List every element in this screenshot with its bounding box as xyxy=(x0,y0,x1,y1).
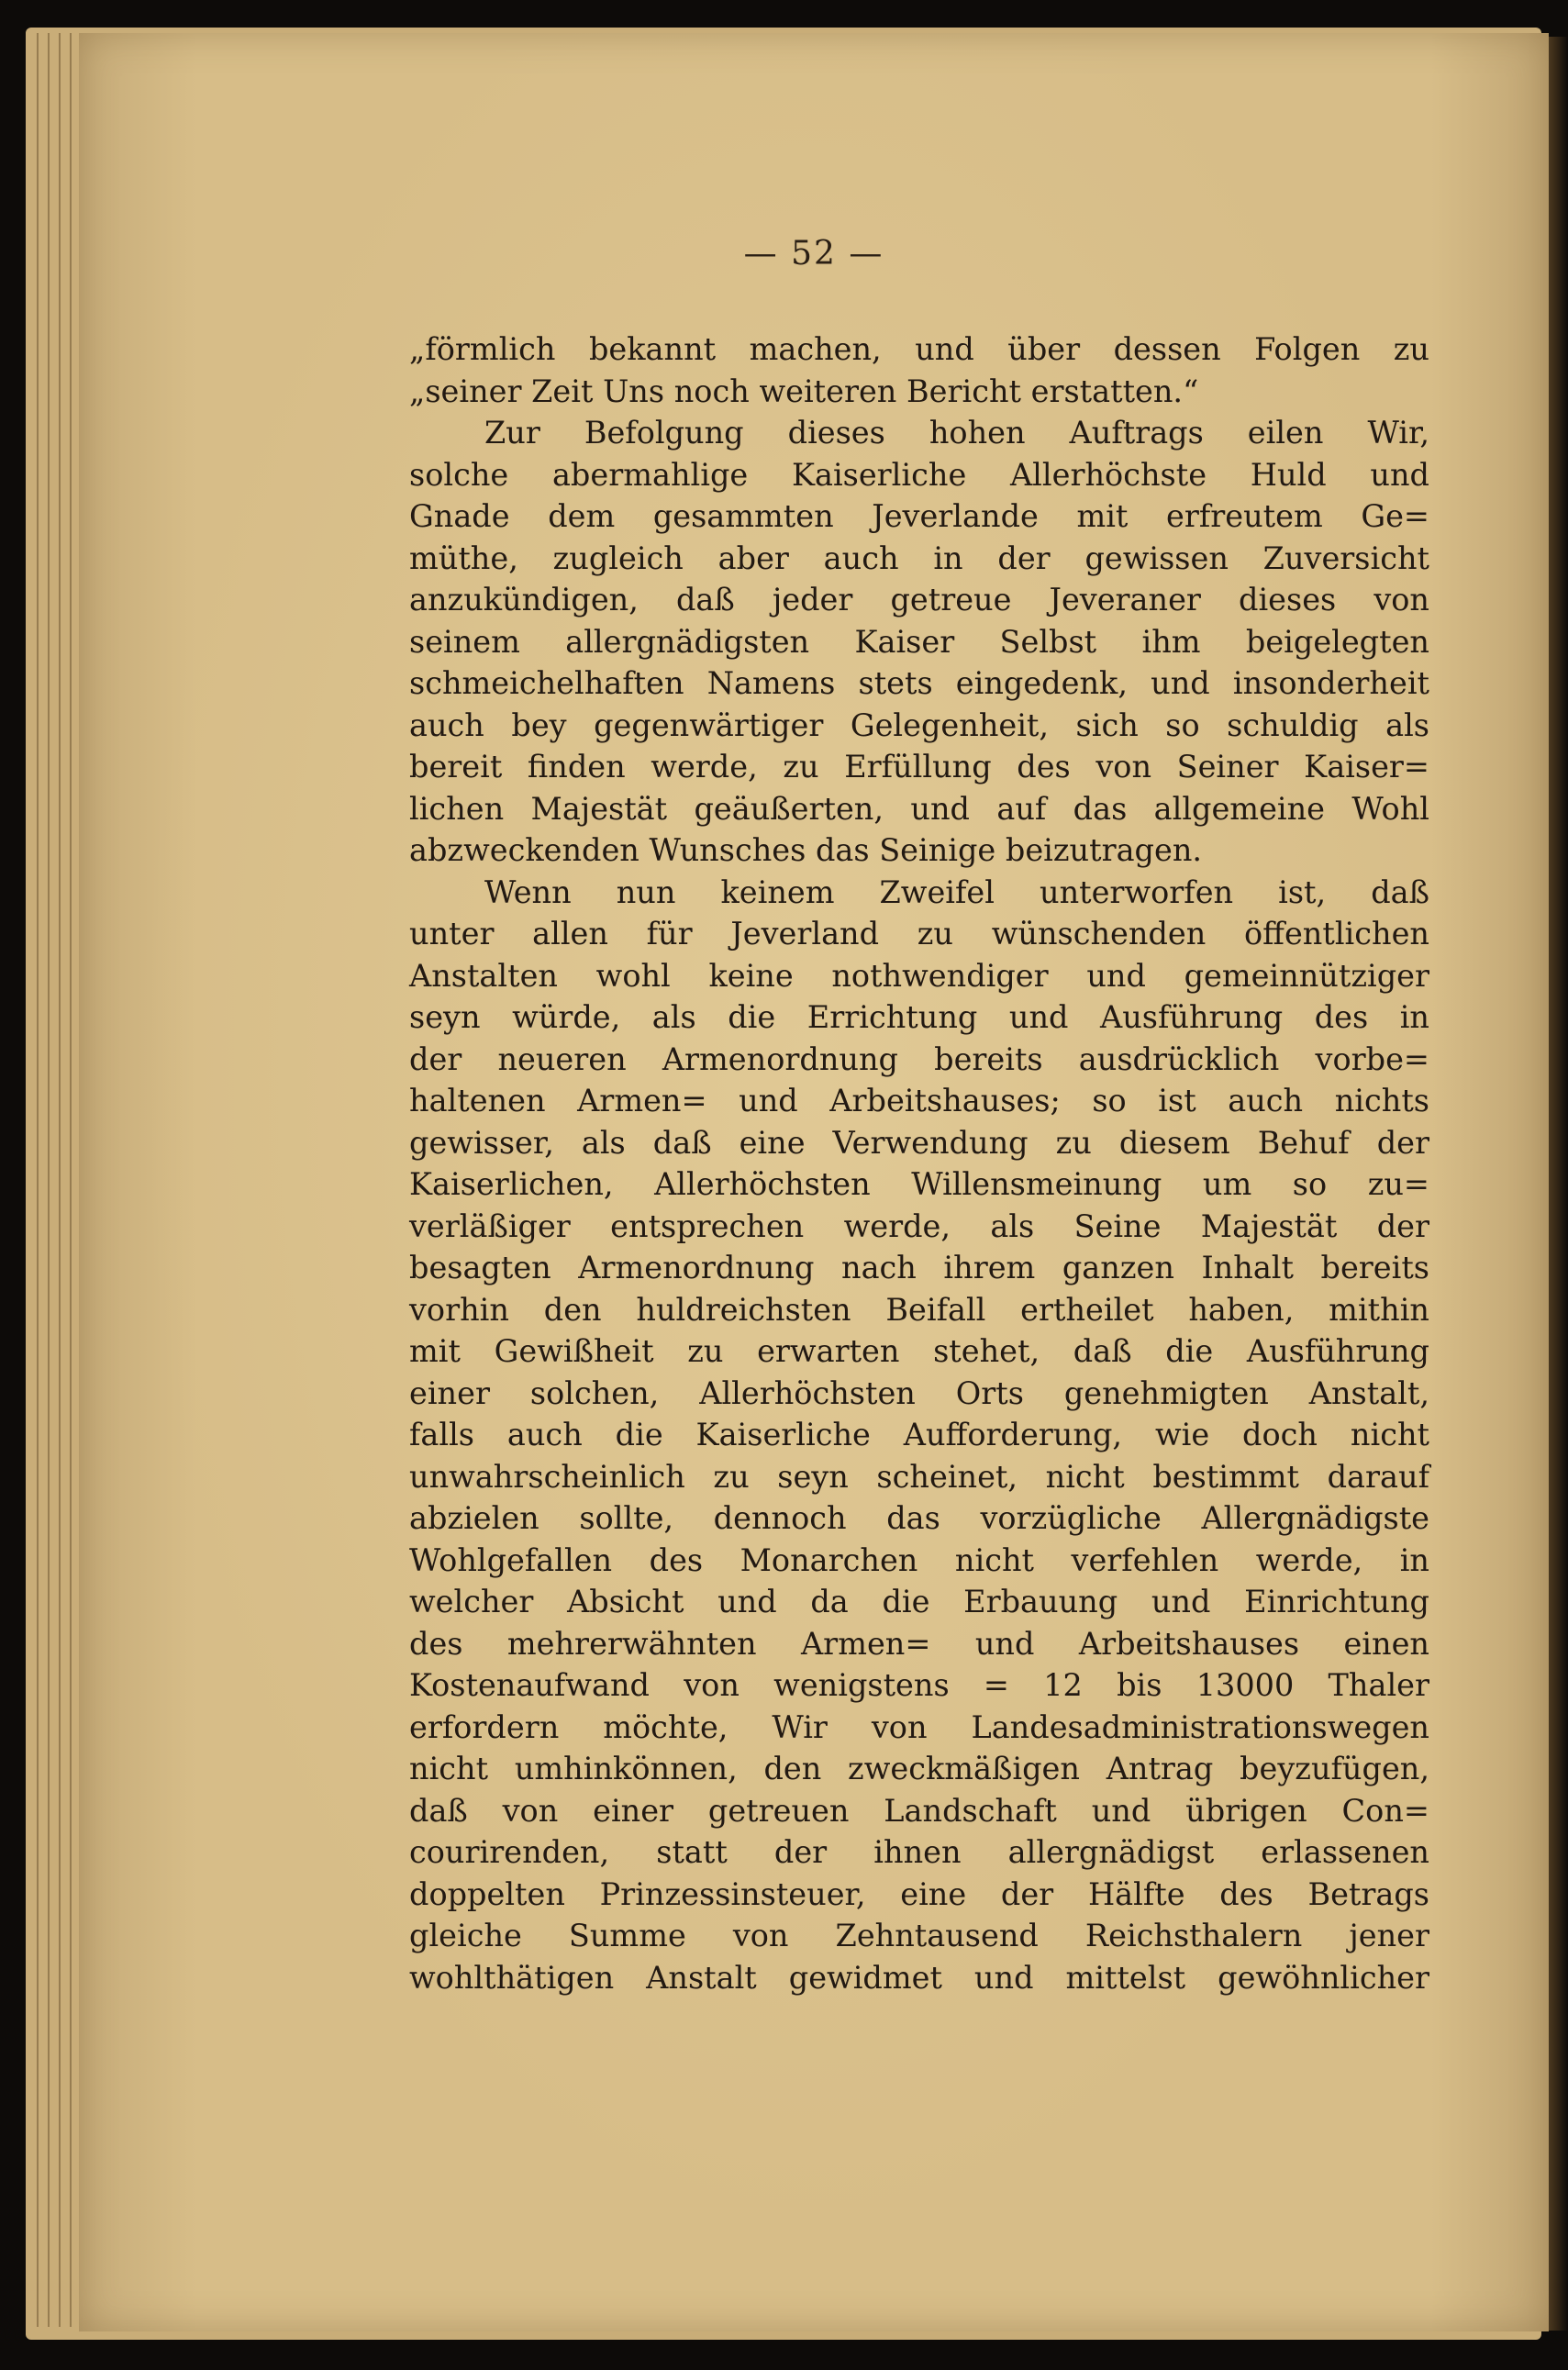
text-line: Zur Befolgung dieses hohen Auftrags eilen Wir, xyxy=(484,415,1429,451)
text-line: der neueren Armenordnung bereits ausdrücklich vorbe= xyxy=(409,1040,1429,1077)
text-line: Anstalten wohl keine nothwendiger und gemeinnütziger xyxy=(409,957,1429,994)
text-line: falls auch die Kaiserliche Aufforderung, wie doch nicht xyxy=(409,1417,1429,1452)
text-line: Gnade dem gesammten Jeverlande mit erfreutem Ge= xyxy=(409,498,1429,534)
text-line: mit Gewißheit zu erwarten stehet, daß die Ausführung xyxy=(409,1333,1429,1369)
text-line: einer solchen, Allerhöchsten Orts genehmigten Anstalt, xyxy=(409,1374,1429,1411)
text-line: des mehrerwähnten Armen= und Arbeitshauses einen xyxy=(409,1625,1429,1662)
text-line: welcher Absicht und da die Erbauung und Einrichtung xyxy=(409,1584,1429,1619)
page-edge-line xyxy=(59,33,61,2327)
text-line: haltenen Armen= und Arbeitshauses; so ist auch nichts xyxy=(409,1083,1429,1118)
text-line: „seiner Zeit Uns noch weiteren Bericht erstatten.“ xyxy=(409,373,1199,409)
text-line: vorhin den huldreichsten Beifall ertheilet haben, mithin xyxy=(409,1291,1429,1328)
text-line: abzielen sollte, dennoch das vorzügliche Allergnädigste xyxy=(409,1500,1429,1536)
text-line: solche abermahlige Kaiserliche Allerhöchste Huld und xyxy=(409,456,1429,493)
text-line: Kaiserlichen, Allerhöchsten Willensmeinung um so zu= xyxy=(409,1166,1429,1202)
page-edge-line xyxy=(37,33,39,2327)
text-line: besagten Armenordnung nach ihrem ganzen Inhalt bereits xyxy=(409,1250,1429,1285)
text-line: unter allen für Jeverland zu wünschenden öffentlichen xyxy=(409,916,1429,951)
body-text xyxy=(409,328,1429,1998)
page-edge-line xyxy=(48,33,50,2327)
text-line: Kostenaufwand von wenigstens = 12 bis 13000 Thaler xyxy=(409,1667,1429,1703)
text-line: anzukündigen, daß jeder getreue Jeveraner dieses von xyxy=(409,582,1429,618)
text-line: nicht umhinkönnen, den zweckmäßigen Antrag beyzufügen, xyxy=(409,1751,1429,1786)
text-line: „förmlich bekannt machen, und über dessen Folgen zu xyxy=(409,331,1429,367)
text-line: auch bey gegenwärtiger Gelegenheit, sich so schuldig als xyxy=(409,707,1429,743)
text-line: courirenden, statt der ihnen allergnädigst erlassenen xyxy=(409,1834,1429,1870)
text-line: daß von einer getreuen Landschaft und übrigen Con= xyxy=(409,1792,1429,1829)
page-edge-line xyxy=(70,33,72,2327)
text-line: gleiche Summe von Zehntausend Reichsthalern jener xyxy=(409,1918,1429,1953)
text-line: seyn würde, als die Errichtung und Ausführung des in xyxy=(409,999,1429,1035)
text-line: erfordern möchte, Wir von Landesadministrationswegen xyxy=(409,1708,1429,1745)
text-line: verläßiger entsprechen werde, als Seine Majestät der xyxy=(409,1207,1429,1244)
text-line: gewisser, als daß eine Verwendung zu diesem Behuf der xyxy=(409,1124,1429,1161)
text-line: schmeichelhaften Namens stets eingedenk, und insonderheit xyxy=(409,665,1429,701)
text-line: lichen Majestät geäußerten, und auf das allgemeine Wohl xyxy=(409,790,1429,827)
page-sheet xyxy=(79,33,1549,2331)
text-line: wohlthätigen Anstalt gewidmet und mittelst gewöhnlicher xyxy=(409,1959,1429,1996)
text-line: Wenn nun keinem Zweifel unterworfen ist, daß xyxy=(484,873,1429,910)
text-line: müthe, zugleich aber auch in der gewissen Zuversicht xyxy=(409,540,1429,576)
text-line: doppelten Prinzessinsteuer, eine der Hälfte des Betrags xyxy=(409,1875,1429,1912)
page-number: — 52 — xyxy=(743,235,884,273)
text-line: Wohlgefallen des Monarchen nicht verfehlen werde, in xyxy=(409,1541,1429,1578)
text-line: abzweckenden Wunsches das Seinige beizutragen. xyxy=(409,832,1203,868)
text-line: bereit finden werde, zu Erfüllung des von Seiner Kaiser= xyxy=(409,749,1429,784)
text-line: seinem allergnädigsten Kaiser Selbst ihm beigelegten xyxy=(409,623,1429,660)
text-line: unwahrscheinlich zu seyn scheinet, nicht bestimmt darauf xyxy=(409,1458,1429,1495)
